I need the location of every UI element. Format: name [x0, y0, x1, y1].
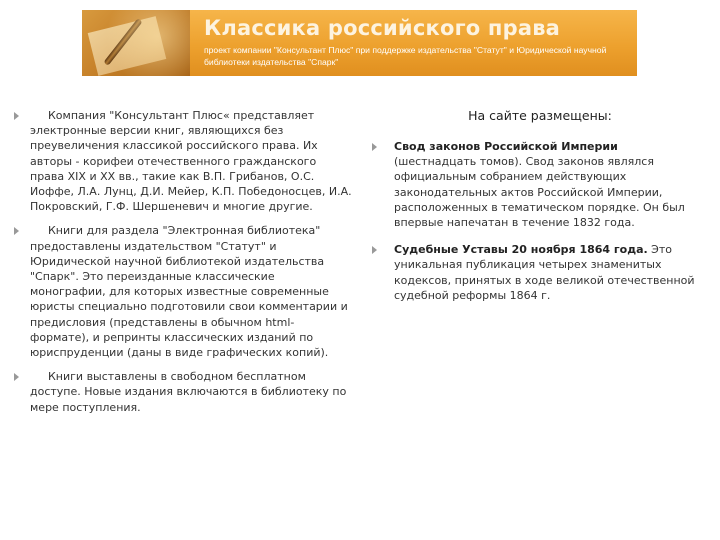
- bullet-text: электронные версии книг, являющихся без преувеличения классикой российского права. Их авторы - корифеи отечественного гражданского права XIX и XX вв., такие как В.П. Грибанов, О.С. Иоффе, Л.А. Лунц, Д.И. Мейер, К.П. Победоносцев, И.А. Покровский, Г.Ф. Шершеневич и многие другие.: [30, 124, 352, 214]
- item-text: Это уникальная публикация четырех знаменитых кодексов, принятых в ходе великой отечественной судебной реформы 1864 г.: [394, 243, 695, 302]
- list-item: [14, 108, 352, 214]
- header-banner: [82, 10, 637, 76]
- list-item: [370, 139, 700, 230]
- bullet-lead: Книги для раздела "Электронная библиотека": [48, 224, 321, 238]
- item-title: Свод законов Российской Империи: [394, 140, 618, 153]
- list-item: [370, 242, 700, 303]
- triangle-bullet-icon: [14, 227, 19, 235]
- bullet-text: доступе. Новые издания включаются в библиотеку по мере поступления.: [30, 385, 347, 414]
- banner-title: Классика российского права: [204, 16, 561, 40]
- list-item: [14, 223, 352, 360]
- bullet-text: предоставлены издательством "Статут" и Юридической научной библиотекой издательства "Спарк". Это переизданные классические монографии, для которых известные современные юристы специально подготовили свои комментарии и предисловия (представлены в обычном html-формате), и репринты классических изданий по юриспруденции (даны в виде графических копий).: [30, 239, 348, 360]
- triangle-bullet-icon: [14, 112, 19, 120]
- banner-image: [82, 10, 190, 76]
- bullet-lead: Компания "Консультант Плюс« представляет: [48, 109, 315, 122]
- banner-subtitle: проект компании "Консультант Плюс" при поддержке издательства "Статут" и Юридической научной библиотеки издательства "Спарк": [204, 45, 607, 67]
- bullet-lead: Книги выставлены в свободном бесплатном: [48, 370, 306, 384]
- item-text: (шестнадцать томов). Свод законов являлся официальным собранием действующих законодательных актов Российской Империи, расположенных в тематическом порядке. Он был впервые напечатан в течение 1832 года.: [394, 155, 685, 230]
- list-item: [14, 369, 352, 415]
- item-title: Судебные Уставы 20 ноября 1864 года.: [394, 243, 648, 257]
- right-column: [370, 108, 700, 315]
- left-column: [14, 108, 352, 424]
- triangle-bullet-icon: [14, 373, 19, 381]
- section-heading: На сайте размещены:: [468, 108, 612, 123]
- triangle-bullet-icon: [372, 143, 377, 151]
- triangle-bullet-icon: [372, 246, 377, 254]
